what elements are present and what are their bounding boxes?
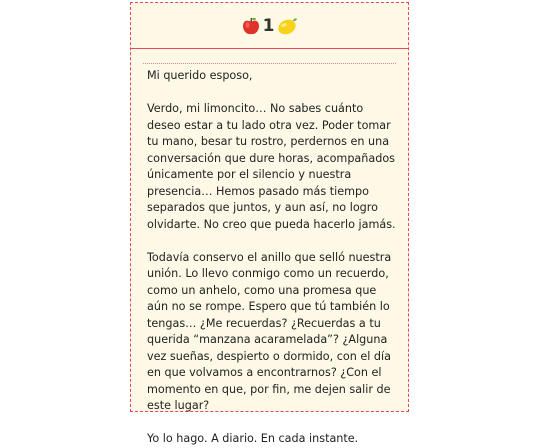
lemon-icon — [276, 16, 298, 36]
letter-number: 1 — [262, 15, 275, 36]
letter-paragraph-3: Yo lo hago. A diario. En cada instante. — [147, 432, 359, 445]
letter-paragraph-2: Todavía conservo el anillo que selló nuestra unión. Lo llevo conmigo como un recuerdo, como un anhelo, como una promesa que aún no se rompe. Espero que tú también lo tengas… ¿Me recuerdas? ¿Recuerdas a tu querida “manzana acaramelada”? ¿Alguna vez sueñas, despierto o dormido, con el día en que volvamos a encontrarnos? ¿Con el momento en que, por fin, me dejen salir de este lugar? — [147, 250, 392, 412]
letter-greeting: Mi querido esposo, — [147, 69, 253, 82]
letter-body — [147, 68, 396, 448]
letter-card — [130, 2, 409, 445]
dotted-divider — [143, 63, 396, 64]
apple-icon — [241, 16, 261, 36]
letter-paragraph-1: Verdo, mi limoncito… No sabes cuánto deseo estar a tu lado otra vez. Poder tomar tu mano, besar tu rostro, perdernos en una conversación que dure horas, acompañados únicamente por el silencio y nuestra presencia… Hemos pasado más tiempo separados que juntos, y aun así, no logro olvidarte. No creo que pueda hacerlo jamás. — [147, 102, 396, 231]
letter-header — [131, 3, 408, 49]
